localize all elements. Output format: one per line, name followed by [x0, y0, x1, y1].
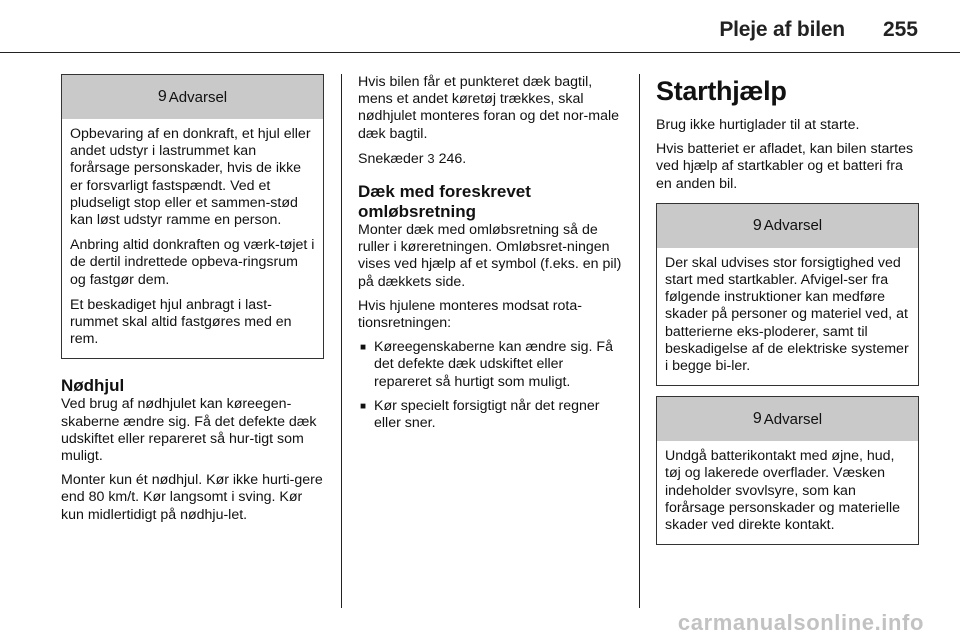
- reference-text: Snekæder: [358, 150, 424, 167]
- reference-page: 246.: [438, 150, 467, 167]
- page-number: 255: [882, 18, 918, 41]
- warning-paragraph: Opbevaring af en donkraft, et hjul eller andet udstyr i lastrummet kan forårsage personskader, hvis de ikke er forsvarligt fastspændt. Ved et pludseligt stop eller et sammen-stød kan løst udstyr ramme en person.: [70, 126, 311, 229]
- section-title: Pleje af bilen: [719, 18, 845, 41]
- warning-box-jump-start: [656, 203, 919, 386]
- footer: [0, 604, 960, 642]
- warning-header: [62, 75, 323, 119]
- warning-paragraph: Der skal udvises stor forsigtighed ved start med startkabler. Afvigel-ser fra følgende instruktioner kan medføre skader på personer og materiel ved, at batterierne eks-ploderer, samt til beskadigelse af de elektriske systemer i begge bi-ler.: [665, 254, 909, 375]
- column-divider: [639, 74, 640, 608]
- list-item: [358, 398, 622, 432]
- warning-header: [657, 204, 918, 248]
- body-paragraph: Brug ikke hurtiglader til at starte.: [656, 117, 860, 133]
- bullet-square-icon: ■: [360, 342, 367, 354]
- warning-paragraph: Undgå batterikontakt med øjne, hud, tøj og lakerede overflader. Væsken indeholder svovlsyre, som kan forårsage personskader og materielle skader ved direkte kontakt.: [665, 448, 901, 534]
- watermark: carmanualsonline.info: [677, 610, 924, 635]
- warning-body: [657, 248, 918, 385]
- header-rule: [0, 52, 960, 53]
- body-paragraph: Hvis batteriet er afladet, kan bilen startes ved hjælp af startkabler og et batteri fra en anden bil.: [656, 141, 914, 192]
- warning-paragraph: Anbring altid donkraften og værk-tøjet i de dertil indrettede opbeva-ringsrum og fastgør dem.: [70, 237, 315, 288]
- body-paragraph: Monter kun ét nødhjul. Kør ikke hurti-gere end 80 km/t. Kør langsomt i sving. Kør kun midlertidigt på nødhju-let.: [61, 472, 323, 523]
- list-item: [358, 339, 622, 391]
- heading-jump-start: Starthjælp: [656, 76, 787, 106]
- column-divider: [341, 74, 342, 608]
- heading-directional-tyres: Dæk med foreskrevet omløbsretning: [358, 182, 531, 222]
- warning-paragraph: Et beskadiget hjul anbragt i last-rummet skal altid fastgøres med en rem.: [70, 296, 292, 348]
- page-header: [719, 18, 918, 42]
- body-paragraph: Hvis bilen får et punkteret dæk bagtil, mens et andet køretøj trækkes, skal nødhjulet monteres foran og det nor-male dæk bagtil.: [358, 74, 620, 142]
- body-paragraph: Hvis hjulene monteres modsat rota-tionsretningen:: [358, 297, 582, 332]
- warning-box-battery-acid: [656, 396, 919, 545]
- warning-body: [657, 441, 918, 544]
- warning-body: [62, 119, 323, 358]
- warning-icon: 9: [157, 88, 167, 105]
- column-middle: [358, 74, 622, 439]
- warning-box-jack: [61, 74, 324, 359]
- bullet-list: [358, 339, 622, 432]
- heading-spare-wheel: Nødhjul: [61, 376, 125, 396]
- list-item-text: Køreegenskaberne kan ændre sig. Få det defekte dæk udskiftet eller repareret så hurtigt som muligt.: [374, 339, 613, 390]
- body-paragraph: Monter dæk med omløbsretning så de ruller i køreretningen. Omløbsret-ningen vises ved hjælp af et symbol (f.eks. en pil) på dækkets side.: [358, 222, 622, 290]
- column-left: [61, 74, 324, 531]
- warning-icon: 9: [752, 216, 762, 234]
- column-right: [656, 74, 919, 545]
- cross-reference: [358, 150, 622, 168]
- warning-header: [657, 397, 918, 441]
- warning-icon: 9: [752, 410, 762, 428]
- bullet-square-icon: ■: [360, 400, 367, 412]
- page-reference-icon: 3: [427, 150, 435, 166]
- warning-label: Advarsel: [763, 410, 823, 428]
- warning-label: Advarsel: [168, 88, 228, 106]
- warning-label: Advarsel: [763, 217, 823, 235]
- body-paragraph: Ved brug af nødhjulet kan køreegen-skaberne ændre sig. Få det defekte dæk udskiftet eller repareret så hur-tigt som muligt.: [61, 396, 317, 465]
- list-item-text: Kør specielt forsigtigt når det regner eller sner.: [374, 397, 600, 432]
